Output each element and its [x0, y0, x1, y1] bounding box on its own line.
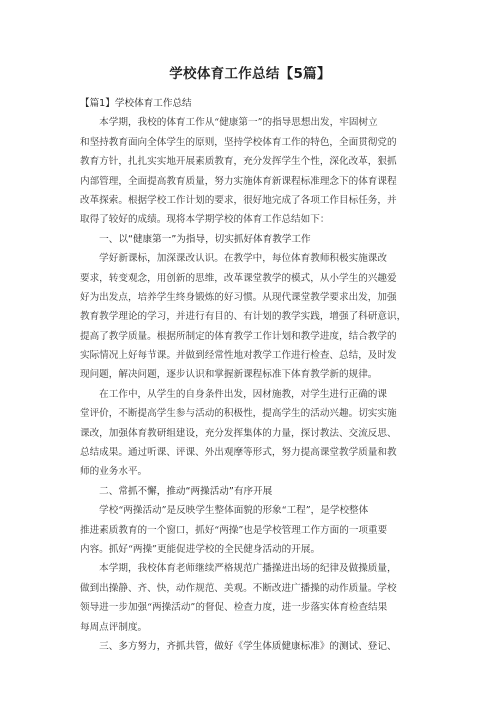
paragraph-line: 教育方针，扎扎实实地开展素质教育，充分发挥学生个性，深化改革，狠抓: [80, 156, 397, 168]
paragraph-line: 教育教学理论的学习，并进行有目的、有计划的教学实践，增强了科研意识，: [80, 311, 407, 323]
section-heading-2: 二、常抓不懈，推动“两操活动”有序开展: [80, 485, 273, 497]
article-heading: 【篇1】学校体育工作总结: [80, 98, 192, 109]
paragraph-line: 本学期，我校体育老师继续严格规范广播操进出场的纪律及做操质量，: [80, 563, 397, 575]
paragraph-line: 学好新课标，加深课改认识。在教学中，每位体育教师积极实施课改: [80, 253, 387, 265]
paragraph-line: 做到出操静、齐、快，动作规范、美观。不断改进广播操的动作质量。学校: [80, 582, 397, 594]
paragraph-line: 课改，加强体育教研组建设，充分发挥集体的力量，探讨教法、交流反思、: [80, 427, 397, 439]
paragraph-line: 推进素质教育的一个窗口，抓好“两操”也是学校管理工作方面的一项重要: [80, 524, 388, 536]
paragraph-line: 好为出发点，培养学生终身锻炼的好习惯。从现代课堂教学要求出发，加强: [80, 291, 397, 303]
document-title: 学校体育工作总结【5篇】: [169, 66, 331, 82]
section-heading-1: 一、以“健康第一”为指导，切实抓好体育教学工作: [80, 233, 311, 245]
paragraph-line: 师的业务水平。: [80, 466, 148, 478]
paragraph-line: 要求，转变观念，用创新的思维，改革课堂教学的模式，从小学生的兴趣爱: [80, 272, 397, 284]
paragraph-line: 领导进一步加强“两操活动”的督促、检查力度，进一步落实体育检查结果: [80, 602, 388, 614]
paragraph-line: 取得了较好的成绩。现将本学期学校的体育工作总结如下：: [80, 214, 330, 226]
paragraph-line: 和坚持教育面向全体学生的原则，坚持学校体育工作的特色，全面贯彻党的: [80, 136, 397, 148]
paragraph-line: 每周点评制度。: [80, 621, 148, 633]
paragraph-line: 内容。抓好“两操”更能促进学校的全民健身活动的开展。: [80, 543, 321, 555]
document-body: [80, 94, 425, 656]
paragraph-line: 总结成果。通过听课、评课、外出观摩等形式，努力提高课堂教学质量和教: [80, 447, 397, 459]
paragraph-line: 学校“两操活动”是反映学生整体面貌的形象“工程”，是学校整体: [80, 505, 369, 517]
paragraph-line: 在工作中，从学生的自身条件出发，因材施教，对学生进行正确的课: [80, 388, 387, 400]
paragraph-line: 提高了教学质量。根据所制定的体育教学工作计划和教学进度，结合教学的: [80, 330, 397, 342]
paragraph-line: 现问题，解决问题，逐步认识和掌握新课程标准下体育教学新的规律。: [80, 369, 378, 381]
paragraph-line: 改革探索。根据学校工作计划的要求，很好地完成了各项工作目标任务，并: [80, 194, 397, 206]
paragraph-line: 堂评价，不断提高学生参与活动的积极性，提高学生的活动兴趣。切实实施: [80, 408, 397, 420]
paragraph-line: 内部管理，全面提高教育质量，努力实施体育新课程标准理念下的体育课程: [80, 175, 397, 187]
section-heading-3: 三、多方努力，齐抓共管，做好《学生体质健康标准》的测试、登记、: [80, 640, 397, 652]
paragraph-line: 实际情况上好每节课。并做到经常性地对教学工作进行检查、总结，及时发: [80, 350, 397, 362]
paragraph-line: 本学期，我校的体育工作从“健康第一”的指导思想出发，牢固树立: [80, 117, 378, 129]
